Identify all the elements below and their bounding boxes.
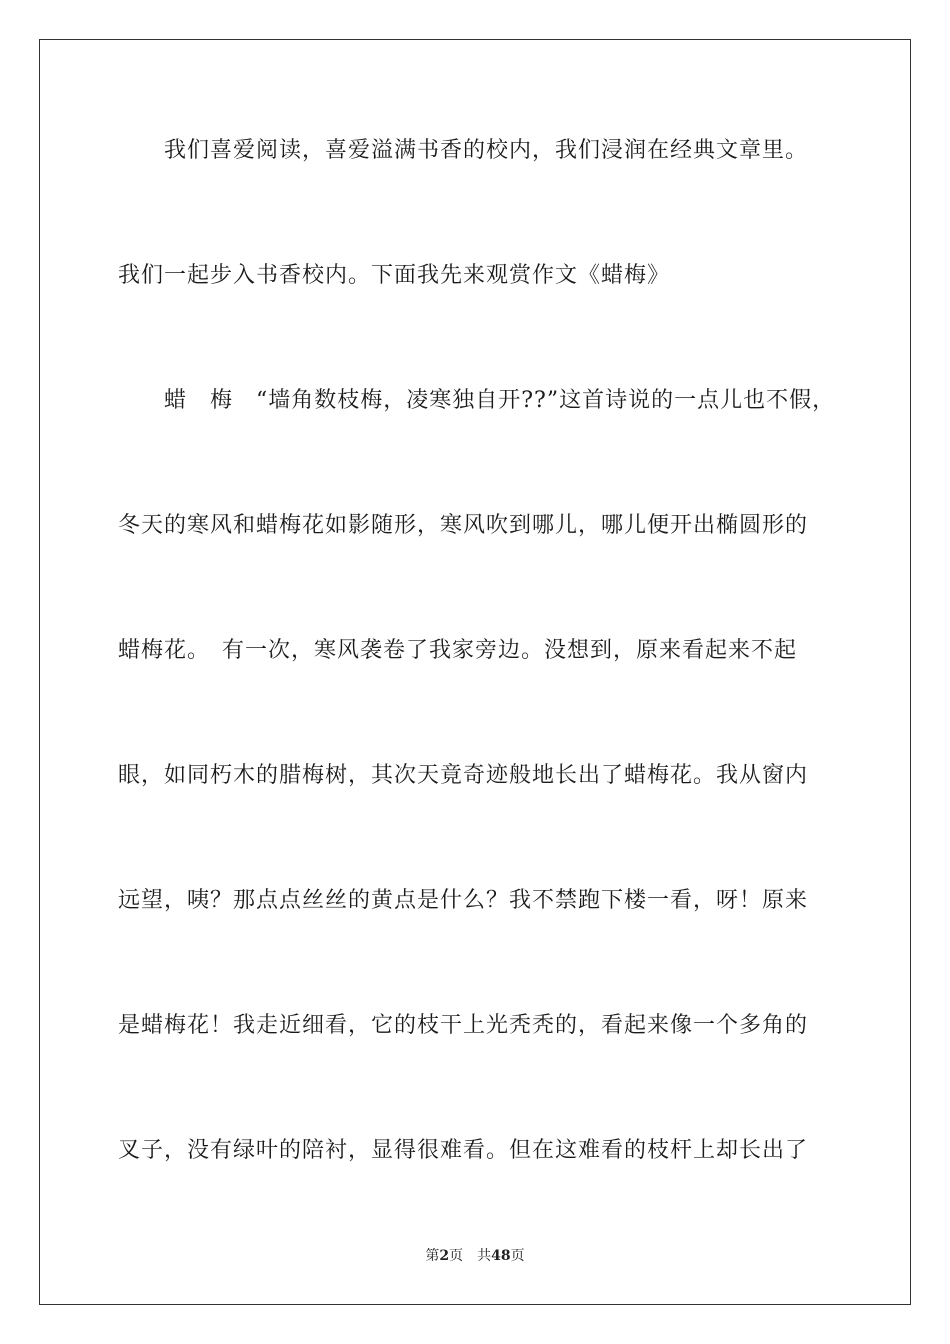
body-line-5: 蜡梅花。 有一次，寒风袭卷了我家旁边。没想到，原来看起来不起 — [118, 638, 798, 663]
total-prefix: 共 — [477, 1248, 492, 1264]
total-suffix: 页 — [510, 1248, 525, 1264]
body-line-7: 远望，咦？那点点丝丝的黄点是什么？我不禁跑下楼一看，呀！原来 — [118, 888, 809, 913]
body-line-8: 是蜡梅花！我走近细看，它的枝干上光秃秃的，看起来像一个多角的 — [118, 1013, 809, 1038]
total-pages: 48 — [491, 1248, 511, 1264]
body-line-1: 我们喜爱阅读，喜爱溢满书香的校内，我们浸润在经典文章里。 — [118, 138, 809, 163]
body-line-3: 蜡 梅 “墙角数枝梅，凌寒独自开??”这首诗说的一点儿也不假， — [118, 388, 836, 413]
page-suffix: 页 — [449, 1248, 464, 1264]
page-footer — [0, 1247, 950, 1265]
body-line-2: 我们一起步入书香校内。下面我先来观赏作文《蜡梅》 — [118, 263, 671, 288]
page-number: 2 — [439, 1248, 450, 1264]
body-line-4: 冬天的寒风和蜡梅花如影随形，寒风吹到哪儿，哪儿便开出椭圆形的 — [118, 513, 809, 538]
page-prefix: 第 — [425, 1248, 440, 1264]
body-line-9: 叉子，没有绿叶的陪衬，显得很难看。但在这难看的枝杆上却长出了 — [118, 1138, 809, 1163]
body-line-6: 眼，如同朽木的腊梅树，其次天竟奇迹般地长出了蜡梅花。我从窗内 — [118, 763, 809, 788]
page-frame — [39, 39, 911, 1305]
